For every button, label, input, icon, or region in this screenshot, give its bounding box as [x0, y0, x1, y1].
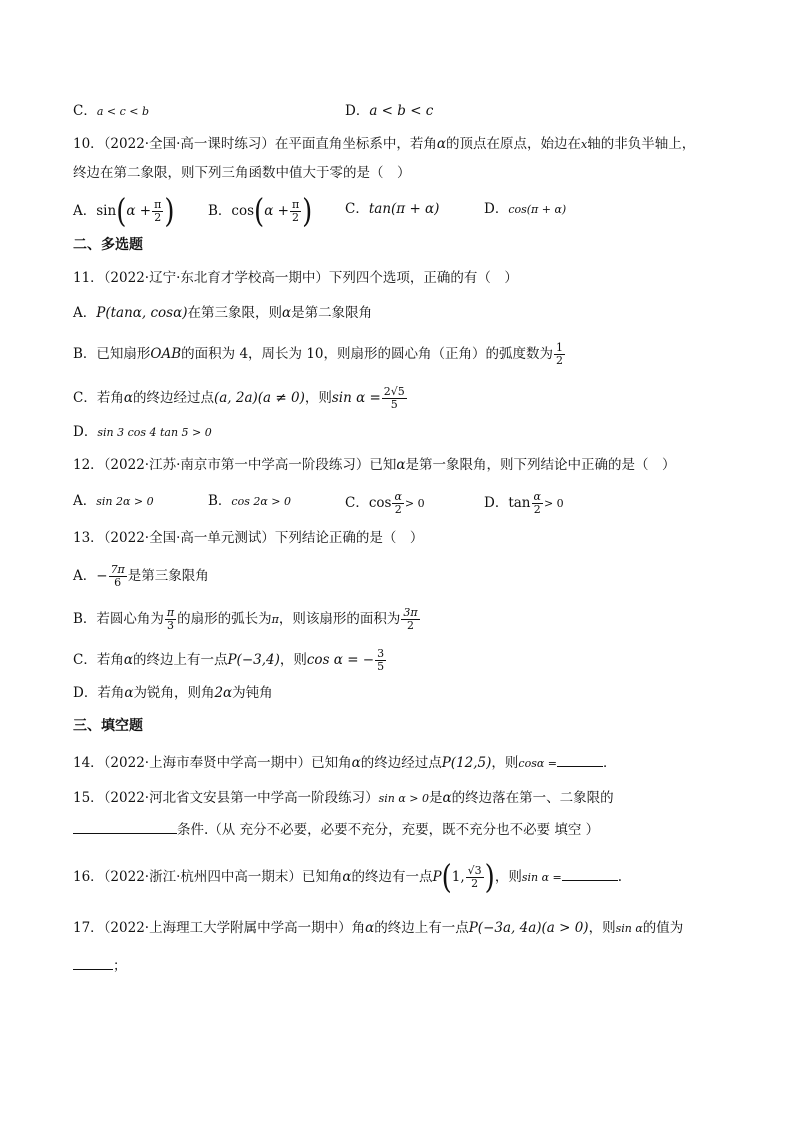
answer-blank[interactable] [73, 955, 113, 970]
section-title-fill-in-blank: 三、填空题 [73, 718, 143, 734]
q9-option-d[interactable]: D．a < b < c [345, 103, 434, 119]
q10-option-c[interactable]: C．tan(π + α) [345, 201, 440, 217]
q10-stem-line2: 终边在第二象限，则下列三角函数中值大于零的是（ ） [73, 165, 411, 181]
q13-stem: 13．（2022·全国·高一单元测试）下列结论正确的是（ ） [73, 530, 424, 546]
answer-blank[interactable] [557, 752, 603, 767]
q16-stem: 16．（2022·浙江·杭州四中高一期末）已知角α的终边有一点P(1, $\frac{√3}{2}$ )，则sin α = . [73, 858, 623, 897]
q11-option-d[interactable]: D．sin 3 cos 4 tan 5 > 0 [73, 424, 212, 440]
fraction: $\frac{\pi}{3}$ [166, 606, 175, 632]
fraction: $\frac{3}{5}$ [377, 647, 385, 673]
q13-option-b[interactable]: B．若圆心角为 $\frac{\pi}{3}$ 的扇形的弧长为π，则该扇形的面积为 $\frac{3\pi}{2}$ [73, 606, 418, 632]
answer-blank[interactable] [562, 866, 618, 881]
q9-option-c[interactable]: C．a < c < b [73, 103, 150, 119]
section-title-multiple-choice: 二、多选题 [73, 237, 143, 253]
fraction: $\frac{√3}{2}$ [467, 864, 482, 890]
fraction: $\frac{7\pi}{6}$ [110, 563, 125, 589]
q15-stem-line1: 15．（2022·河北省文安县第一中学高一阶段练习）sin α > 0是α的终边落在第一、二象限的 [73, 790, 614, 806]
q13-option-d[interactable]: D．若角α为锐角，则角2α为钝角 [73, 685, 273, 701]
fraction: $\frac{2√5}{5}$ [383, 385, 405, 411]
answer-blank[interactable] [73, 819, 177, 834]
q11-option-b[interactable]: B．已知扇形OAB的面积为 4，周长为 10，则扇形的圆心角（正角）的弧度数为 $\frac{1}{2}$ [73, 341, 564, 367]
q17-stem-line1: 17．（2022·上海理工大学附属中学高一期中）角α的终边上有一点P(−3a, 4a)(a > 0)，则sin α的值为 [73, 920, 684, 936]
q13-option-c[interactable]: C．若角α的终边上有一点P(−3,4)，则cos α = − $\frac{3}{5}$ [73, 647, 385, 673]
fraction: $\frac{1}{2}$ [556, 341, 564, 367]
fraction: $\frac{\alpha}{2}$ [394, 490, 402, 516]
q12-stem: 12．（2022·江苏·南京市第一中学高一阶段练习）已知α是第一象限角，则下列结论中正确的是（ ） [73, 457, 676, 473]
q15-stem-line2: 条件.（从 充分不必要，必要不充分，充要，既不充分也不必要 填空 ） [73, 819, 599, 840]
q10-stem-line1: 10．（2022·全国·高一课时练习）在平面直角坐标系中，若角α的顶点在原点，始边在x轴的非负半轴上， [73, 136, 696, 152]
q10-option-a[interactable]: A．sin(α + $\frac{\pi}{2}$ ) [73, 192, 175, 231]
q11-option-a[interactable]: A．P(tanα, cosα)在第三象限，则α是第二象限角 [73, 305, 373, 321]
q12-option-a[interactable]: A．sin 2α > 0 [73, 493, 154, 509]
q10-option-b[interactable]: B．cos(α + $\frac{\pi}{2}$ ) [208, 192, 313, 231]
q10-option-d[interactable]: D．cos(π + α) [484, 201, 567, 217]
q12-option-d[interactable]: D．tan $\frac{\alpha}{2}$ > 0 [484, 490, 564, 516]
fraction: $\frac{\alpha}{2}$ [533, 490, 541, 516]
q17-stem-line2: ； [73, 955, 127, 976]
fraction: $\frac{\pi}{2}$ [154, 198, 162, 224]
q12-option-c[interactable]: C．cos $\frac{\alpha}{2}$ > 0 [345, 490, 425, 516]
q11-option-c[interactable]: C．若角α的终边经过点(a, 2a)(a ≠ 0)，则sin α = $\frac{2√5}{5}$ [73, 385, 405, 411]
q12-option-b[interactable]: B．cos 2α > 0 [208, 493, 291, 509]
q11-stem: 11．（2022·辽宁·东北育才学校高一期中）下列四个选项，正确的有（ ） [73, 270, 518, 286]
fraction: $\frac{3\pi}{2}$ [403, 606, 418, 632]
q14-stem: 14．（2022·上海市奉贤中学高一期中）已知角α的终边经过点P(12,5)，则cosα = ． [73, 752, 616, 774]
fraction: $\frac{\pi}{2}$ [291, 198, 300, 224]
q13-option-a[interactable]: A．− $\frac{7\pi}{6}$ 是第三象限角 [73, 563, 209, 589]
